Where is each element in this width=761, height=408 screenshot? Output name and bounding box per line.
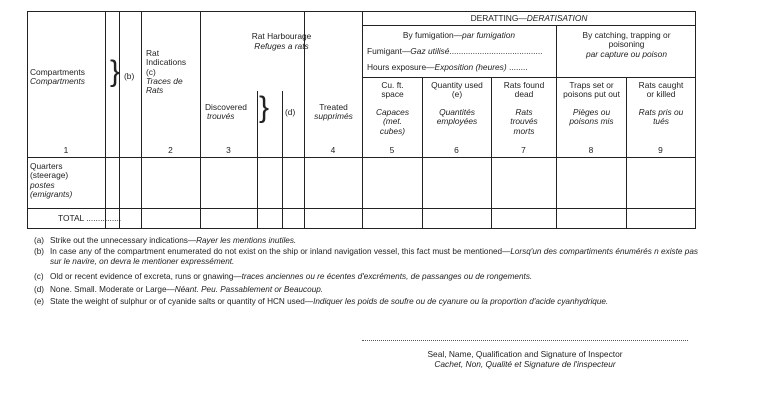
quantity-heading: Quantity used (e) [431, 80, 483, 100]
quarters-row-label: Quarters (steerage) [30, 161, 69, 181]
rats-found-heading-fr: Rats trouvés morts [510, 107, 538, 136]
table-line [362, 77, 696, 78]
table-line [27, 157, 696, 158]
treated-heading-fr: supprimés [314, 111, 353, 121]
rats-caught-heading-fr: Rats pris ou tués [638, 107, 684, 127]
catching-heading-fr: par capture ou poison [585, 49, 667, 59]
column-number: 8 [588, 145, 594, 155]
table-line [27, 208, 696, 209]
fumigation-heading: By fumigation—par fumigation [402, 30, 516, 40]
column-number: 3 [226, 145, 231, 155]
total-row-label: TOTAL ............... [58, 213, 122, 223]
column-number: 4 [330, 145, 336, 155]
catching-heading: By catching, trapping or poisoning [582, 30, 671, 50]
signature-caption-fr: Cachet, Non, Qualité et Signature de l'inspecteur [434, 359, 616, 369]
treated-heading: Treated [319, 102, 348, 112]
derating-table [27, 11, 696, 229]
harbourage-heading: Rat Harbourage [251, 31, 312, 41]
rats-found-heading: Rats found dead [503, 80, 545, 100]
traps-heading-fr: Pièges ou poisons mis [569, 107, 614, 127]
note-d-mark: (d) [285, 107, 296, 117]
table-line [119, 11, 120, 229]
deratting-heading: DERATTING—DERATISATION [470, 13, 588, 23]
compartments-heading-fr: Compartments [30, 76, 85, 86]
column-number: 5 [389, 145, 395, 155]
quarters-row-label-fr: postes (emigrants) [30, 180, 73, 200]
note-b-mark: (b) [124, 71, 135, 81]
cuft-heading: Cu. ft. space [381, 80, 404, 100]
column-number: 9 [658, 145, 663, 155]
table-line [105, 11, 106, 229]
traps-heading: Traps set or poisons put out [563, 80, 620, 100]
column-number: 1 [63, 145, 69, 155]
signature-line [362, 340, 688, 341]
signature-caption: Seal, Name, Qualification and Signature of Inspector [427, 349, 623, 359]
compartments-heading: Compartments [30, 67, 85, 77]
rat-indications-heading: Rat Indications (c) [146, 48, 187, 77]
quantity-heading-fr: Quantités employées [436, 107, 478, 127]
hours-exposure-line: Hours exposure—Exposition (heures) ........ [367, 62, 528, 72]
table-line [27, 11, 28, 229]
column-number: 2 [168, 145, 173, 155]
cuft-heading-fr: Capaces (met. cubes) [375, 107, 410, 136]
rat-indications-heading-fr: Traces de Rats [146, 76, 183, 96]
discovered-heading: Discovered [205, 102, 247, 112]
table-line [362, 25, 696, 26]
fumigant-line: Fumigant—Gaz utilisé........................................ [367, 46, 543, 56]
brace-d: } [259, 91, 270, 124]
harbourage-heading-fr: Refuges a rats [254, 41, 309, 51]
column-number: 6 [454, 145, 459, 155]
discovered-heading-fr: trouvés [207, 111, 235, 121]
table-line [141, 11, 142, 229]
brace-b: } [110, 55, 121, 88]
column-number: 7 [521, 145, 526, 155]
rats-caught-heading: Rats caught or killed [638, 80, 684, 100]
